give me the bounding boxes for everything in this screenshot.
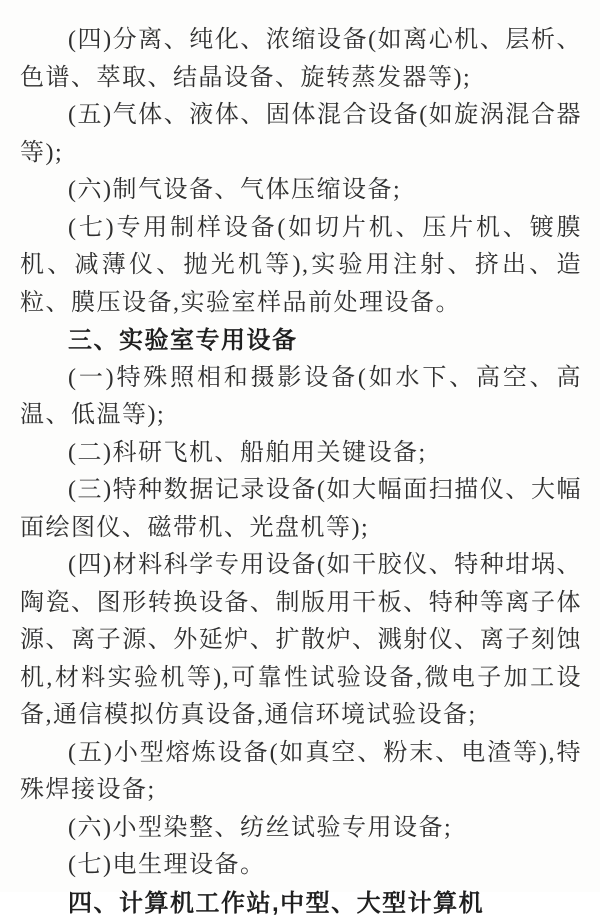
paragraph-item-2-aircraft-ship-equipment: (二)科研飞机、船舶用关键设备; [20, 435, 582, 473]
paragraph-item-6-dyeing-spinning-equipment: (六)小型染整、纺丝试验专用设备; [20, 810, 582, 848]
paragraph-item-6-gas-equipment: (六)制气设备、气体压缩设备; [20, 172, 582, 210]
section-heading-4-computer-workstation: 四、计算机工作站,中型、大型计算机 [20, 885, 582, 922]
paragraph-item-7-electrophysiology-equipment: (七)电生理设备。 [20, 847, 582, 885]
paragraph-item-4-separation-equipment: (四)分离、纯化、浓缩设备(如离心机、层析、色谱、萃取、结晶设备、旋转蒸发器等); [20, 22, 582, 97]
paragraph-item-4-material-science-equipment: (四)材料科学专用设备(如干胶仪、特种坩埚、陶瓷、图形转换设备、制版用干板、特种等离子体源、离子源、外延炉、扩散炉、溅射仪、离子刻蚀机,材料实验机等),可靠性试验设备,微电子加工设备,通信模拟仿真设备,通信环境试验设备; [20, 547, 582, 735]
paragraph-item-1-photography-equipment: (一)特殊照相和摄影设备(如水下、高空、高温、低温等); [20, 360, 582, 435]
paragraph-item-5-smelting-equipment: (五)小型熔炼设备(如真空、粉末、电渣等),特殊焊接设备; [20, 735, 582, 810]
section-heading-3-lab-special-equipment: 三、实验室专用设备 [20, 322, 582, 360]
paragraph-item-3-data-recording-equipment: (三)特种数据记录设备(如大幅面扫描仪、大幅面绘图仪、磁带机、光盘机等); [20, 472, 582, 547]
paragraph-item-7-sampling-equipment: (七)专用制样设备(如切片机、压片机、镀膜机、减薄仪、抛光机等),实验用注射、挤出、造粒、膜压设备,实验室样品前处理设备。 [20, 210, 582, 323]
paragraph-item-5-mixing-equipment: (五)气体、液体、固体混合设备(如旋涡混合器等); [20, 97, 582, 172]
